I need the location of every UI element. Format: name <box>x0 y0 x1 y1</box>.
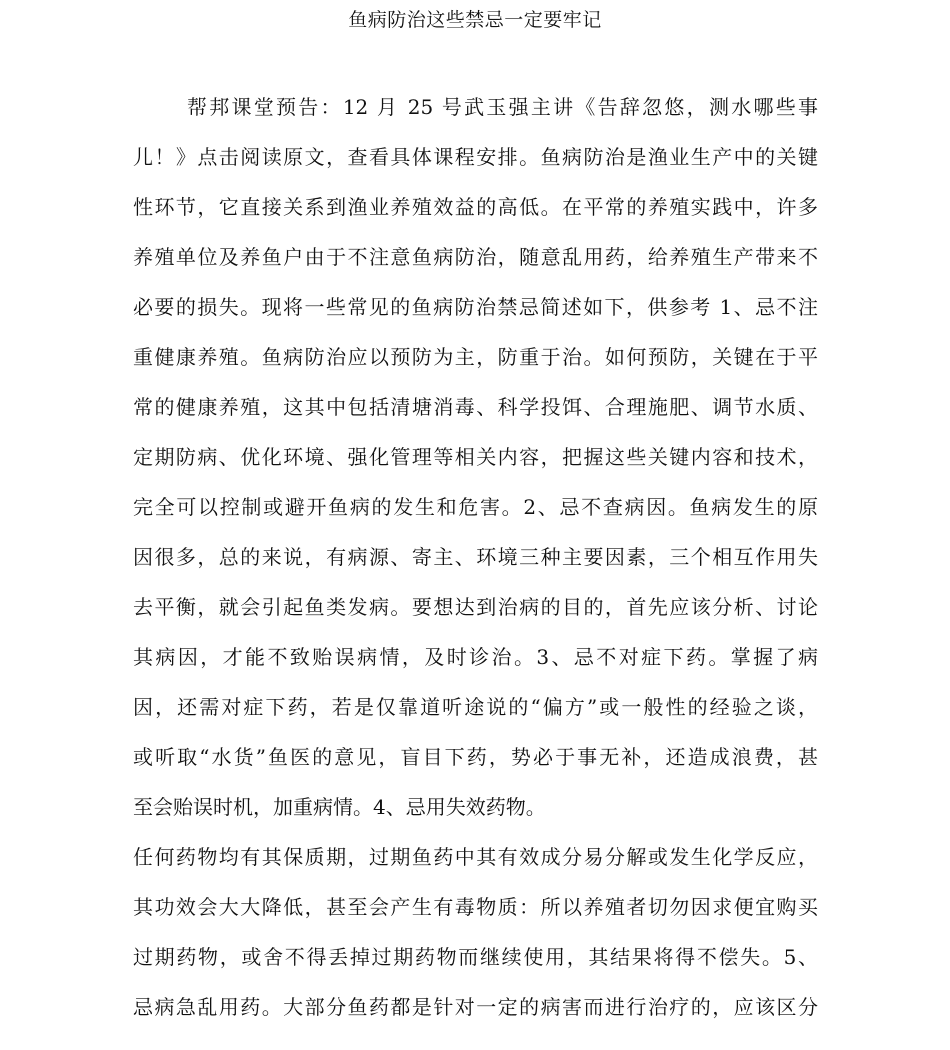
text-line: 常的健康养殖，这其中包括清塘消毒、科学投饵、合理施肥、调节水质、 <box>133 395 818 419</box>
text-line: 任何药物均有其保质期，过期鱼药中其有效成分易分解或发生化学反应， <box>133 845 818 869</box>
text-line: 儿！》点击阅读原文，查看具体课程安排。鱼病防治是渔业生产中的关键 <box>133 145 818 169</box>
text-line: 完全可以控制或避开鱼病的发生和危害。2、忌不查病因。鱼病发生的原 <box>133 495 818 519</box>
text-line: 其病因，才能不致贻误病情，及时诊治。3、忌不对症下药。掌握了病 <box>133 645 818 669</box>
text-line: 必要的损失。现将一些常见的鱼病防治禁忌简述如下，供参考 1、忌不注 <box>133 295 818 319</box>
text-line: 性环节，它直接关系到渔业养殖效益的高低。在平常的养殖实践中，许多 <box>133 195 818 219</box>
text-line: 因，还需对症下药，若是仅靠道听途说的“偏方”或一般性的经验之谈， <box>133 695 818 719</box>
text-line: 或听取“水货”鱼医的意见，盲目下药，势必于事无补，还造成浪费，甚 <box>133 745 818 769</box>
text-line: 忌病急乱用药。大部分鱼药都是针对一定的病害而进行治疗的，应该区分 <box>133 995 818 1019</box>
text-line: 至会贻误时机，加重病情。4、忌用失效药物。 <box>133 795 546 819</box>
text-line: 其功效会大大降低，甚至会产生有毒物质：所以养殖者切勿因求便宜购买 <box>133 895 818 919</box>
document-title: 鱼病防治这些禁忌一定要牢记 <box>348 9 602 31</box>
text-line: 因很多，总的来说，有病源、寄主、环境三种主要因素，三个相互作用失 <box>133 545 818 569</box>
text-line: 养殖单位及养鱼户由于不注意鱼病防治，随意乱用药，给养殖生产带来不 <box>133 245 818 269</box>
text-line: 定期防病、优化环境、强化管理等相关内容，把握这些关键内容和技术， <box>133 445 818 469</box>
text-line: 过期药物，或舍不得丢掉过期药物而继续使用，其结果将得不偿失。5、 <box>133 945 818 969</box>
text-line: 帮邦课堂预告：12 月 25 号武玉强主讲《告辞忽悠，测水哪些事 <box>187 95 818 119</box>
text-line: 去平衡，就会引起鱼类发病。要想达到治病的目的，首先应该分析、讨论 <box>133 595 818 619</box>
text-line: 重健康养殖。鱼病防治应以预防为主，防重于治。如何预防，关键在于平 <box>133 345 818 369</box>
